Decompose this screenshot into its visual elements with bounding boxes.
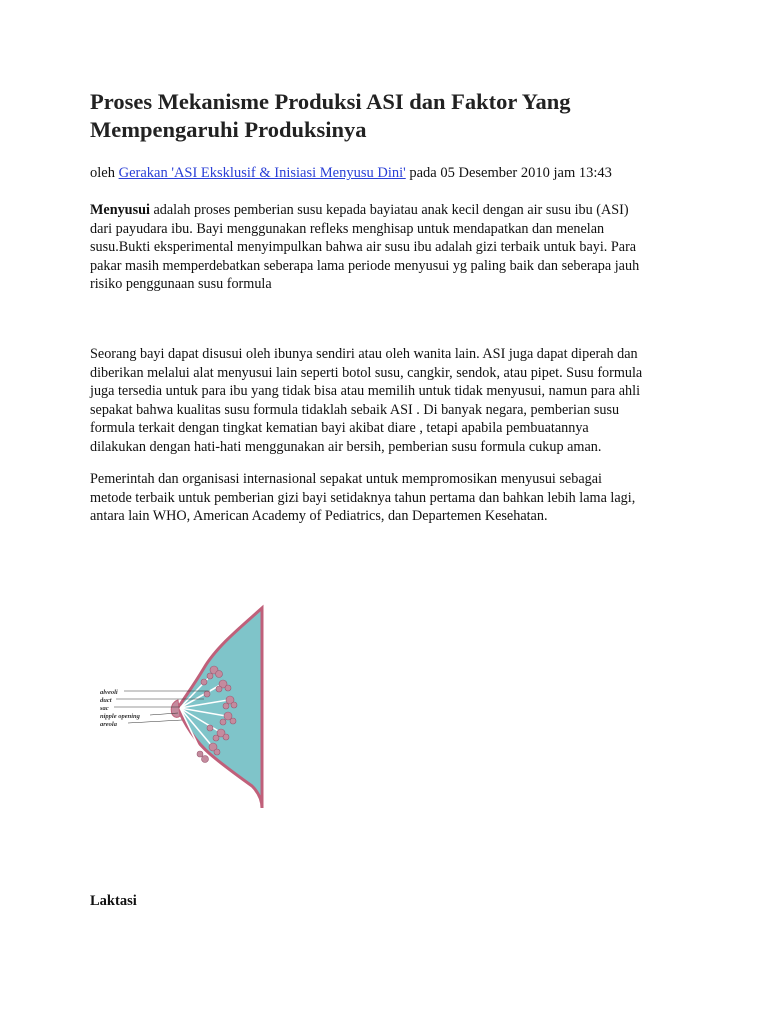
label-areola: areola bbox=[100, 721, 117, 728]
paragraph-line: antara lain WHO, American Academy of Pediatrics, dan Departemen Kesehatan. bbox=[90, 508, 548, 525]
paragraph-line: diberikan melalui alat menyusui lain seperti botol susu, cangkir, sendok, atau pipet. Susu formula bbox=[90, 364, 643, 381]
paragraph-line: formula terkait dengan tingkat kematian bayi akibat diare , tetapi apabila pembuatannya bbox=[90, 420, 589, 437]
paragraph-line: dilakukan dengan hati-hati menggunakan air bersih, pemberian susu formula cukup aman. bbox=[90, 438, 602, 455]
bold-term: Menyusui bbox=[90, 202, 150, 218]
byline-prefix: oleh bbox=[90, 165, 115, 181]
label-alveoli: alveoli bbox=[100, 689, 118, 696]
breast-anatomy-diagram bbox=[92, 604, 264, 810]
label-sac: sac bbox=[100, 705, 109, 712]
paragraph-line: metode terbaik untuk pemberian gizi bayi setidaknya tahun pertama dan bahkan lebih lama lagi, bbox=[90, 489, 636, 506]
breast-anatomy-svg bbox=[92, 604, 264, 810]
paragraph-line: Menyusui adalah proses pemberian susu kepada bayiatau anak kecil dengan air susu ibu (ASI) bbox=[90, 202, 629, 218]
breast-tissue bbox=[178, 608, 262, 808]
author-link[interactable]: Gerakan 'ASI Eksklusif & Inisiasi Menyusu Dini' bbox=[118, 165, 406, 181]
section-heading-laktasi: Laktasi bbox=[90, 893, 137, 909]
nipple bbox=[171, 700, 180, 717]
paragraph-line: dari payudara ibu. Bayi menggunakan refleks menghisap untuk mendapatkan dan menelan bbox=[90, 220, 605, 237]
paragraph-line: Seorang bayi dapat disusui oleh ibunya sendiri atau oleh wanita lain. ASI juga dapat diperah dan bbox=[90, 346, 638, 362]
paragraph-line: susu.Bukti eksperimental menyimpulkan bahwa air susu ibu adalah gizi terbaik untuk bayi. Para bbox=[90, 239, 637, 256]
byline-date: pada 05 Desember 2010 jam 13:43 bbox=[409, 165, 612, 181]
byline bbox=[90, 163, 730, 183]
paragraph-line: pakar masih memperdebatkan seberapa lama periode menyusui yg paling baik dan seberapa jauh bbox=[90, 257, 640, 274]
label-duct: duct bbox=[100, 697, 112, 704]
paragraph-line: juga tersedia untuk para ibu yang tidak bisa atau memilih untuk tidak menyusui, namun para ahli bbox=[90, 383, 641, 400]
article-title: Proses Mekanisme Produksi ASI dan Faktor Yang Mempengaruhi Produksinya bbox=[90, 89, 571, 142]
paragraph-line: sepakat bahwa kualitas susu formula tidaklah sebaik ASI . Di banyak negara, pemberian susu bbox=[90, 401, 620, 418]
paragraph-line: risiko penggunaan susu formula bbox=[90, 276, 272, 293]
paragraph-menyusui bbox=[90, 201, 690, 294]
paragraph-line: Pemerintah dan organisasi internasional sepakat untuk mempromosikan menyusui sebagai bbox=[90, 471, 602, 487]
label-nipple-opening: nipple opening bbox=[100, 713, 140, 720]
paragraph-seorang-bayi bbox=[90, 345, 690, 457]
paragraph-pemerintah bbox=[90, 470, 690, 526]
